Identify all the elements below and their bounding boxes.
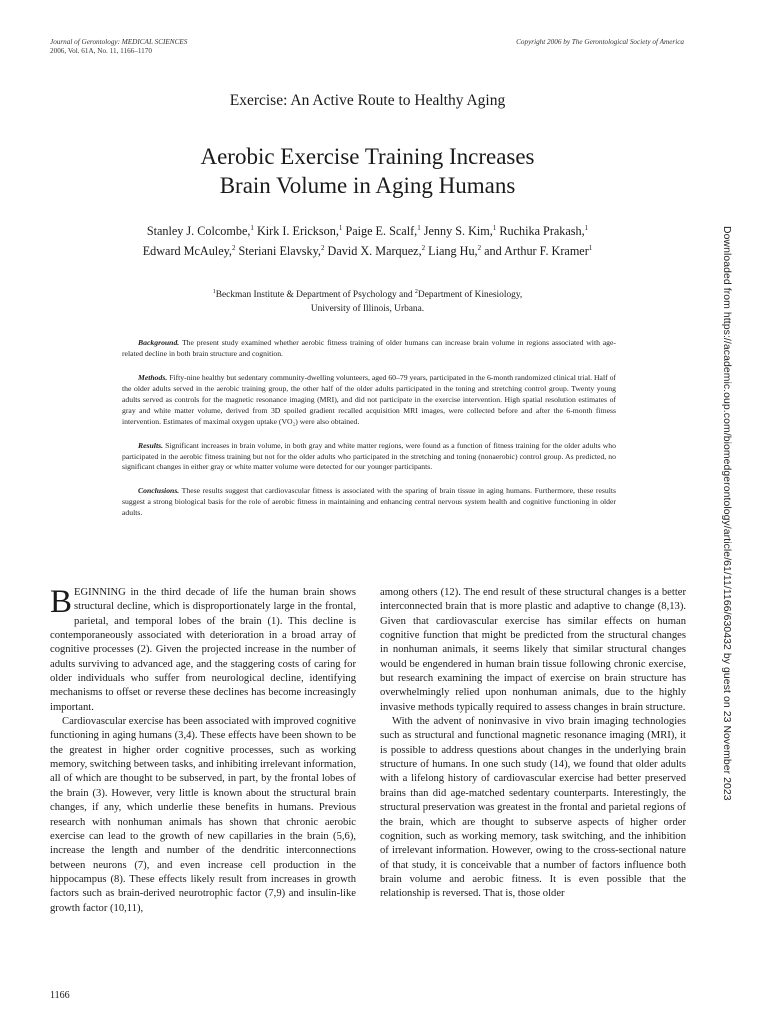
download-watermark [716, 226, 732, 801]
author-affiliation-marker: 2 [231, 243, 236, 252]
abstract-background [122, 338, 616, 360]
body-paragraph-2: Cardiovascular exercise has been associated with improved cognitive functioning in aging humans (3,4). These effects have been shown to be the greatest in higher order cognitive processes, such as working memory, switching between tasks, and inhibiting irrelevant information, all of which are thought to be subserved, in part, by the frontal lobes of the brain (3). However, very little is known about the structural brain changes, if any, which underlie these benefits in humans. Previous research with nonhuman animals has shown that chronic aerobic exercise can lead to the growth of new capillaries in the brain (5,6), increase the length and number of the dendritic interconnections between neurons (7), and even increase cell production in the hippocampus (8). These effects likely result from increases in growth factors such as brain-derived neurotrophic factor (7,9) and insulin-like growth factor (10,11), [50, 716, 356, 914]
author-affiliation-marker: 2 [320, 243, 325, 252]
affiliation-line-2: University of Illinois, Urbana. [310, 303, 425, 314]
abstract-results [122, 441, 616, 474]
journal-name: Journal of Gerontology: MEDICAL SCIENCES [50, 38, 188, 46]
author-affiliation-marker: 1 [588, 243, 593, 252]
affiliation-marker-2: 2 [414, 289, 418, 295]
abstract-conclusions-text: These results suggest that cardiovascular fitness is associated with the sparing of brain tissue in aging humans. Furthermore, these results suggest a strong biological basis for the role of aerobic fitness in maintaining and enhancing central nervous system health and cognitive functioning in older adults. [122, 486, 616, 518]
affiliations [60, 288, 675, 316]
affiliation-text-2: Department of Kinesiology, [417, 290, 523, 301]
author-affiliation-marker: 2 [477, 243, 482, 252]
page-number: 1166 [50, 990, 70, 1001]
body-column-left [50, 586, 356, 916]
abstract-results-label: Results. [138, 440, 163, 450]
abstract-methods-text: Fifty-nine healthy but sedentary community-dwelling volunteers, aged 60–79 years, participated in the 6-month randomized clinical trial. Half of the older adults served in the aerobic training group, the other half of the older adults participated in the toning and stretching control group. Twenty young adults served as controls for the magnetic resonance imaging (MRI), and did not participate in the exercise intervention. High spatial resolution estimates of gray and white matter volume, derived from 3D spoiled gradient recalled acquisition MRI images, were collected before and after the 6-month fitness intervention. Estimates of maximal oxygen uptake (VO₂) were also obtained. [122, 372, 616, 426]
abstract-methods-label: Methods. [138, 372, 168, 382]
journal-volume: 2006, Vol. 61A, No. 11, 1166–1170 [50, 47, 152, 56]
download-notice-link[interactable]: Downloaded from https://academic.oup.com/biomedgerontology/article/61/11/1166/630432 by guest on 23 November 2023 [721, 226, 732, 801]
author-name-text: Jenny S. Kim, [423, 224, 493, 238]
author-name [345, 224, 420, 238]
author-name-text: David X. Marquez, [327, 243, 422, 258]
author-name-text: Ruchika Prakash, [499, 224, 585, 238]
body-paragraph-4: With the advent of noninvasive in vivo brain imaging technologies such as structural and functional magnetic resonance imaging (MRI), it is possible to address questions about changes in the underlying brain structure of humans. In one such study (14), we found that older adults with a lifelong history of cardiovascular exercise had better preserved brains than did age-matched sedentary counterparts. Interestingly, the structural preservation was greatest in the frontal and parietal regions of the brain, which are thought to subserve aspects of higher order cognition, such as working memory, task switching, and the inhibition of irrelevant information. However, owing to the cross-sectional nature of that study, it is conceivable that a number of factors influence both brain volume and aerobic fitness. It is even possible that the relationship is reversed. That is, those older [380, 716, 686, 900]
article-title-line-1: Aerobic Exercise Training Increases [200, 144, 535, 169]
abstract-conclusions-label: Conclusions. [138, 486, 180, 496]
section-title: Exercise: An Active Route to Healthy Aging [229, 92, 506, 109]
author-name-text: Kirk I. Erickson, [256, 224, 339, 238]
author-affiliation-marker: 1 [584, 223, 589, 232]
drop-cap: B [50, 584, 73, 620]
author-name [428, 244, 481, 258]
author-name [499, 224, 588, 238]
author-name [328, 244, 426, 258]
article-title [0, 142, 735, 201]
abstract-conclusions [122, 486, 616, 519]
article-title-line-2: Brain Volume in Aging Humans [219, 173, 516, 199]
abstract-methods [122, 373, 616, 428]
author-name [424, 224, 497, 238]
abstract-results-text: Significant increases in brain volume, in both gray and white matter regions, were found as a function of fitness training for the older adults who participated in the aerobic fitness training but not for the older adults who participated in the stretching and toning (nonaerobic) control group. As predicted, no significant changes in either gray or white matter volume were detected for our younger participants. [122, 440, 616, 472]
author-name-text: Liang Hu, [428, 243, 478, 258]
author-affiliation-marker: 1 [492, 223, 497, 232]
affiliation-marker-1: 1 [212, 289, 216, 295]
author-name-text: Edward McAuley, [142, 243, 232, 258]
author-name-text: Paige E. Scalf, [345, 224, 418, 238]
author-affiliation-marker: 1 [417, 223, 421, 232]
author-name-text: and Arthur F. Kramer [484, 243, 589, 258]
body-paragraph-1-text: EGINNING in the third decade of life the human brain shows structural decline, which is disproportionately large in the frontal, parietal, and temporal lobes of the brain (1). This decline is contemporaneously associated with deterioration in a broad array of cognitive processes (2). Given the projected increase in the number of adults surviving to advanced age, and the staggering costs of caring for older individuals who suffer from neurological decline, identifying mechanisms to offset or reverse these declines has become increasingly important. [50, 587, 356, 713]
author-affiliation-marker: 1 [250, 223, 254, 232]
copyright-notice: Copyright 2006 by The Gerontological Society of America [516, 38, 684, 46]
affiliation-text-1: Beckman Institute & Department of Psychology and [215, 290, 415, 301]
author-name [484, 244, 592, 258]
author-list [60, 222, 675, 261]
body-paragraph-1 [50, 586, 356, 715]
journal-info [50, 38, 187, 57]
abstract-background-text: The present study examined whether aerobic fitness training of older humans can increase brain volume in regions associated with age-related decline in both brain structure and cognition. [122, 338, 616, 358]
affiliation-line-1 [60, 288, 675, 303]
author-affiliation-marker: 1 [338, 223, 343, 232]
abstract [122, 338, 616, 532]
author-name-text: Steriani Elavsky, [238, 243, 321, 258]
author-name [239, 244, 325, 258]
author-name [147, 224, 254, 238]
author-affiliation-marker: 2 [421, 243, 426, 252]
author-name [143, 244, 236, 258]
author-name-text: Stanley J. Colcombe, [146, 224, 251, 238]
abstract-background-label: Background. [138, 338, 180, 347]
body-paragraph-3: among others (12). The end result of these structural changes is a better interconnected brain that is more plastic and adaptive to change (8,13). Given that cardiovascular exercise has similar effects on human cognitive function that might be predicted from the structural changes in nonhuman animals, it seems likely that similar structural changes would be engendered in human brain tissue following chronic exercise, but research examining the impact of exercise on brain structure has overwhelmingly relied upon nonhuman animals, due to the highly invasive methods typically required to assess changes in brain structure. [380, 587, 686, 713]
body-column-right [380, 586, 686, 902]
author-name [257, 224, 342, 238]
